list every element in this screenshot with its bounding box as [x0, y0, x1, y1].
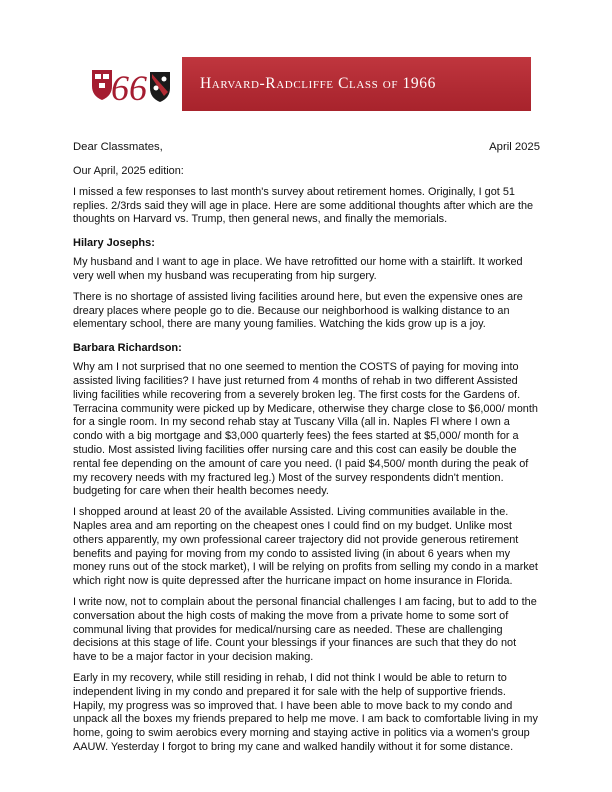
- intro-paragraph: I missed a few responses to last month's survey about retirement homes. Originally, I got 51 replies. 2/3rds said they will age in place. Here are some additional thoughts after which are the thoughts on Harvard vs. Trump, then general news, and finally the memorials.: [73, 185, 534, 226]
- paragraph: Why am I not surprised that no one seemed to mention the COSTS of paying for moving into assisted living facilities? I have just returned from 4 months of rehab in two different Assisted living facilities while recovering from a severely broken leg. The first costs for the Gardens of. Terracina community were picked up by Medicare, otherwise they charge close to $6,000/ month for a single room. In my second rehab stay at Tuscany Villa (all in. Naples Fl where I own a condo with a big mortgage and $3,000 quarterly fees) the fees started at $5,000/ month for a studio. Most assisted living facilities offer nursing care and this cost can easily be double the rental fee depending on the amount of care you need. (I paid $4,500/ month during the peak of my recovery needs with my fractured leg.) Most of the survey respondents didn't mention. budgeting for care when their health becomes needy.: [73, 361, 538, 498]
- letter-body: [73, 140, 540, 755]
- letter-date: April 2025: [489, 141, 540, 153]
- paragraph: There is no shortage of assisted living facilities around here, but even the expensive ones are dreary places where people go to die. Because our neighborhood is walking distance to an elementary school, there are many young families. Watching the kids grow up is a joy.: [73, 290, 523, 331]
- logo-number: 66: [111, 68, 147, 108]
- paragraph: Early in my recovery, while still residing in rehab, I did not think I would be able to return to independent living in my condo and prepared it for sale with the help of supportive friends. Hapily, my progress was so improved that. I have been able to move back to my condo and unpack all the boxes my friends prepared to help me move. I am back to comfortable living in my home, going to swim aerobics every morning and staying active in politics via a women's group AAUW. Yesterday I forgot to bring my cane and walked handily without it for some distance.: [73, 671, 538, 753]
- salutation: Dear Classmates,: [73, 141, 163, 153]
- greeting-row: [73, 140, 540, 154]
- radcliffe-shield-icon: [150, 72, 170, 102]
- edition-line: Our April, 2025 edition:: [73, 165, 184, 177]
- class-logo: [88, 62, 180, 108]
- paragraph: My husband and I want to age in place. We have retrofitted our home with a stairlift. It worked very well when my husband was recuperating from hip surgery.: [73, 256, 523, 282]
- paragraph: I shopped around at least 20 of the available Assisted. Living communities available in the. Naples area and am reporting on the cheapest ones I could find on my budget. Unlike most others apparently, my own professional career trajectory did not provide generous retirement benefits and paying for moving from my condo to assisted living (in about 6 years when my money runs out of the stock market), I will be relying on profits from selling my condo in a market which right now is quite depressed after the hurricane impact on home insurance in Florida.: [73, 506, 538, 588]
- header-banner: [182, 57, 531, 111]
- section-heading-hilary-josephs: Hilary Josephs:: [73, 237, 155, 250]
- harvard-shield-icon: [92, 70, 112, 100]
- banner-title: Harvard-Radcliffe Class of 1966: [200, 75, 436, 92]
- section-heading-barbara-richardson: Barbara Richardson:: [73, 342, 182, 355]
- paragraph: I write now, not to complain about the personal financial challenges I am facing, but to add to the conversation about the high costs of making the move from a private home to some sort of communal living that provides for medical/nursing care as needed. These are challenging decisions at this stage of life. Count your blessings if your finances are such that they do not have to be a major factor in your decision making.: [73, 595, 537, 664]
